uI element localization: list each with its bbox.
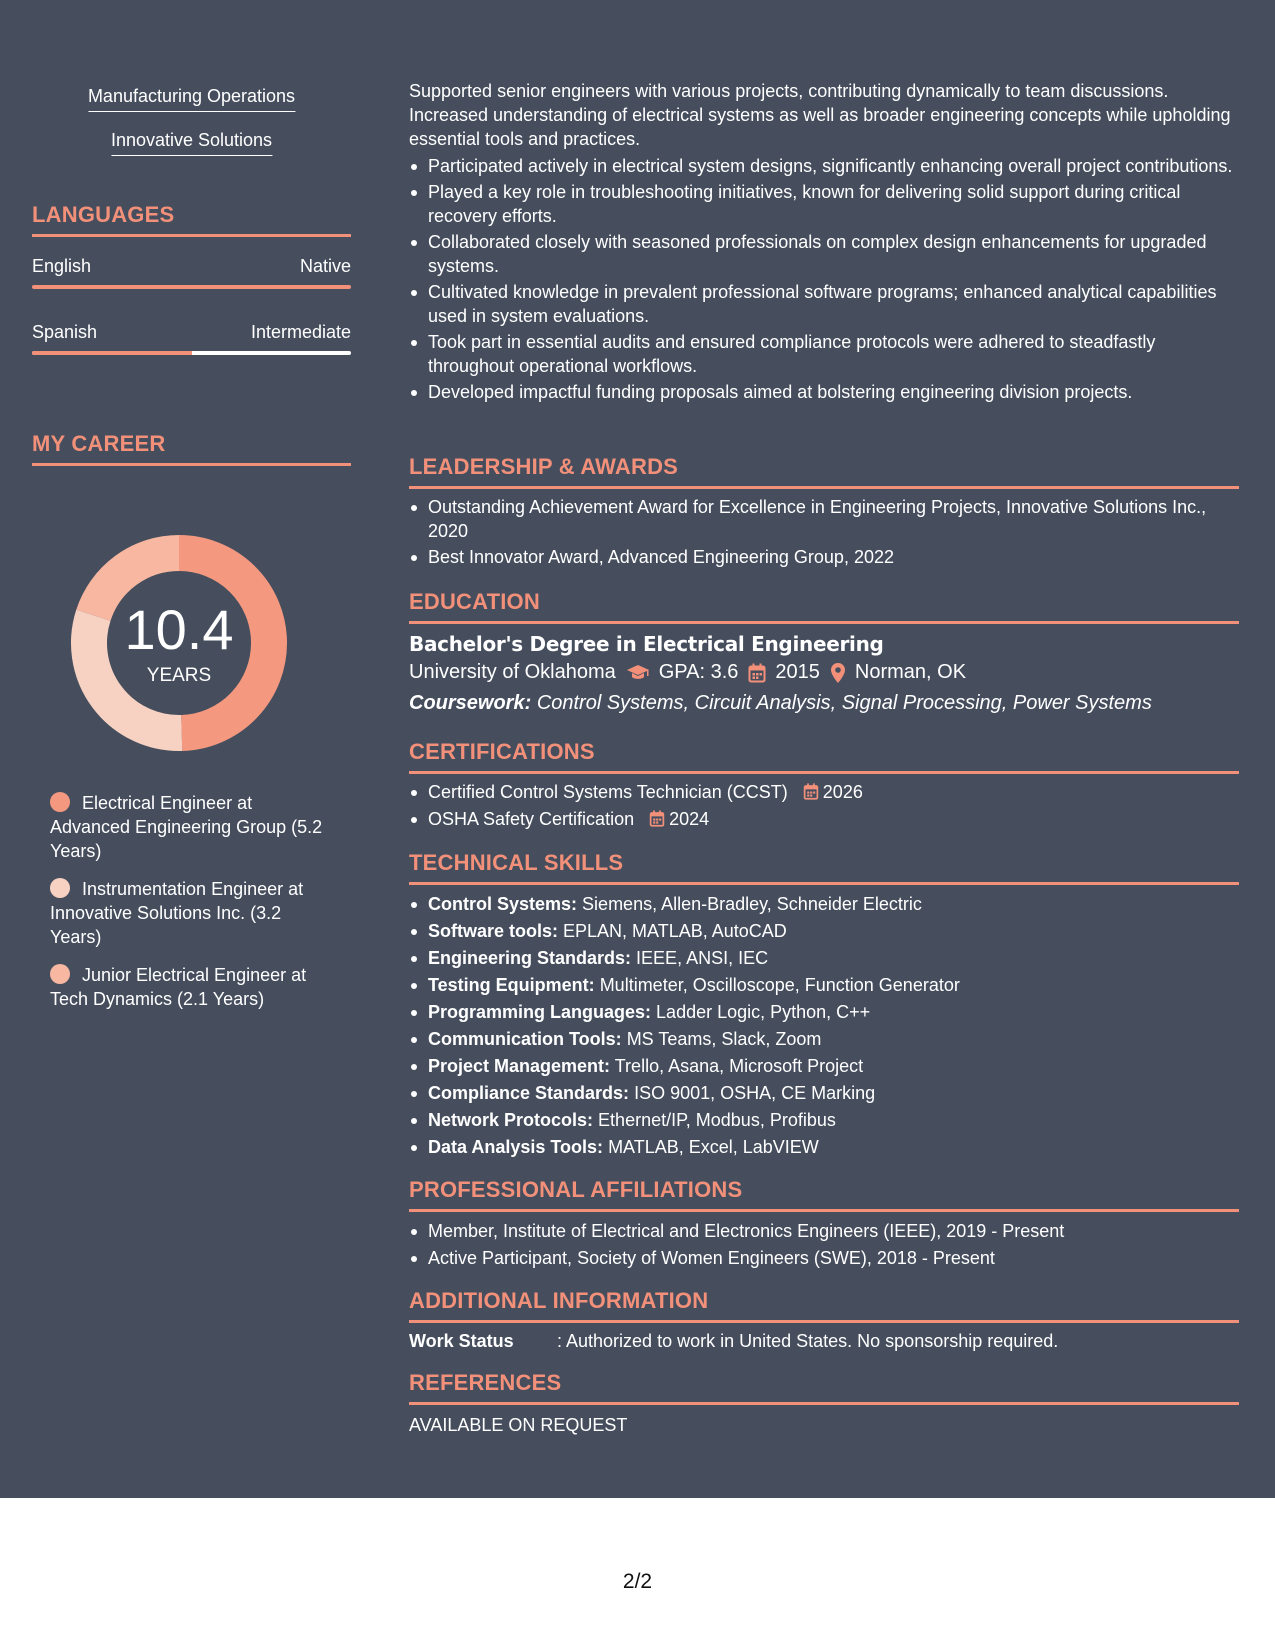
list-item: Active Participant, Society of Women Engineers (SWE), 2018 - Present <box>409 1246 1239 1270</box>
list-item <box>409 892 1239 916</box>
career-item <box>50 963 330 1011</box>
career-total-years: 10.4 <box>124 598 234 661</box>
career-legend-dot <box>50 792 70 812</box>
skill-value: Trello, Asana, Microsoft Project <box>614 1056 864 1076</box>
skill-label: Testing Equipment: <box>428 975 595 995</box>
skill-value: Ethernet/IP, Modbus, Profibus <box>598 1110 836 1130</box>
career-legend-dot <box>50 878 70 898</box>
skills-heading: TECHNICAL SKILLS <box>409 850 1239 885</box>
certifications-list <box>409 780 1239 834</box>
references-text: AVAILABLE ON REQUEST <box>409 1415 628 1435</box>
list-item <box>409 1081 1239 1105</box>
awards-heading: LEADERSHIP & AWARDS <box>409 454 1239 489</box>
references-heading: REFERENCES <box>409 1370 1239 1405</box>
coursework-label: Coursework: <box>409 692 532 714</box>
language-spanish-bar <box>32 351 351 355</box>
certifications-heading: CERTIFICATIONS <box>409 739 1239 774</box>
list-item <box>409 1027 1239 1051</box>
list-item <box>409 1000 1239 1024</box>
skill-value: Ladder Logic, Python, C++ <box>656 1002 871 1022</box>
list-item: Member, Institute of Electrical and Electronics Engineers (IEEE), 2019 - Present <box>409 1219 1239 1243</box>
list-item: Best Innovator Award, Advanced Engineering Group, 2022 <box>409 545 1239 569</box>
education-year: 2015 <box>775 661 820 683</box>
list-item <box>409 807 1239 831</box>
coursework-value: Control Systems, Circuit Analysis, Signal Processing, Power Systems <box>536 692 1152 714</box>
skill-value: MS Teams, Slack, Zoom <box>626 1029 822 1049</box>
skills-list <box>409 892 1239 1162</box>
calendar-icon <box>803 783 819 800</box>
language-english-bar-fill <box>32 285 351 289</box>
experience-summary: Supported senior engineers with various projects, contributing dynamically to team discussions. Increased understanding of electrical systems as well as broader engineering concepts while upholding essential tools and practices. <box>409 81 1231 149</box>
list-item <box>409 1135 1239 1159</box>
certification-year: 2024 <box>669 809 710 829</box>
language-english <box>32 256 351 277</box>
skill-value: IEEE, ANSI, IEC <box>636 948 769 968</box>
certification-name: Certified Control Systems Technician (CCST) <box>428 782 788 802</box>
list-item <box>409 1054 1239 1078</box>
skill-label: Compliance Standards: <box>428 1083 630 1103</box>
list-item: Played a key role in troubleshooting initiatives, known for delivering solid support during critical recovery efforts. <box>409 180 1239 228</box>
skill-value: MATLAB, Excel, LabVIEW <box>608 1137 819 1157</box>
list-item <box>409 946 1239 970</box>
list-item: Collaborated closely with seasoned professionals on complex design enhancements for upgraded systems. <box>409 230 1239 278</box>
list-item: Outstanding Achievement Award for Excellence in Engineering Projects, Innovative Solutions Inc., 2020 <box>409 495 1239 543</box>
list-item <box>409 919 1239 943</box>
language-english-bar <box>32 285 351 289</box>
career-item-label: Instrumentation Engineer at Innovative Solutions Inc. (3.2 Years) <box>50 879 304 947</box>
tag-manufacturing-operations[interactable]: Manufacturing Operations <box>88 86 295 112</box>
skill-label: Communication Tools: <box>428 1029 622 1049</box>
list-item: Cultivated knowledge in prevalent professional software programs; enhanced analytical capabilities used in system evaluations. <box>409 280 1239 328</box>
career-legend-dot <box>50 964 70 984</box>
education-coursework <box>409 692 1152 715</box>
languages-heading: LANGUAGES <box>32 202 351 237</box>
affiliations-list <box>409 1219 1239 1273</box>
education-degree: Bachelor's Degree in Electrical Engineering <box>409 632 884 656</box>
list-item: Took part in essential audits and ensured compliance protocols were adhered to steadfastly throughout operational workflows. <box>409 330 1239 378</box>
graduation-cap-icon <box>626 664 650 682</box>
skill-label: Programming Languages: <box>428 1002 652 1022</box>
language-name: English <box>32 256 92 276</box>
affiliations-heading: PROFESSIONAL AFFILIATIONS <box>409 1177 1239 1212</box>
work-status-value: : Authorized to work in United States. No sponsorship required. <box>557 1331 1059 1351</box>
page-number: 2/2 <box>622 1570 653 1593</box>
skill-value: Siemens, Allen-Bradley, Schneider Electric <box>582 894 922 914</box>
language-spanish-bar-fill <box>32 351 192 355</box>
skill-label: Data Analysis Tools: <box>428 1137 604 1157</box>
list-item: Developed impactful funding proposals aimed at bolstering engineering division projects. <box>409 380 1239 404</box>
language-level: Intermediate <box>250 322 351 342</box>
awards-list <box>409 495 1239 571</box>
education-gpa: GPA: 3.6 <box>658 661 739 683</box>
map-pin-icon <box>830 662 846 684</box>
education-location: Norman, OK <box>854 661 967 683</box>
career-item-label: Electrical Engineer at Advanced Engineering Group (5.2 Years) <box>50 793 323 861</box>
tag-innovative-solutions[interactable]: Innovative Solutions <box>111 130 272 156</box>
career-total-unit: YEARS <box>146 665 212 686</box>
skill-label: Engineering Standards: <box>428 948 632 968</box>
education-details <box>409 661 966 684</box>
skill-value: Multimeter, Oscilloscope, Function Generator <box>599 975 960 995</box>
calendar-icon <box>748 663 766 683</box>
skill-label: Software tools: <box>428 921 559 941</box>
education-heading: EDUCATION <box>409 589 1239 624</box>
skill-label: Control Systems: <box>428 894 578 914</box>
experience-bullets <box>409 154 1239 406</box>
career-item <box>50 877 330 949</box>
certification-name: OSHA Safety Certification <box>428 809 635 829</box>
career-heading: MY CAREER <box>32 431 351 466</box>
language-level: Native <box>299 256 351 276</box>
calendar-icon <box>649 810 665 827</box>
additional-info-heading: ADDITIONAL INFORMATION <box>409 1288 1239 1323</box>
list-item <box>409 973 1239 997</box>
list-item <box>409 1108 1239 1132</box>
language-name: Spanish <box>32 322 98 342</box>
list-item: Participated actively in electrical system designs, significantly enhancing overall project contributions. <box>409 154 1239 178</box>
career-item-label: Junior Electrical Engineer at Tech Dynamics (2.1 Years) <box>50 965 307 1009</box>
skill-value: ISO 9001, OSHA, CE Marking <box>634 1083 876 1103</box>
skill-label: Network Protocols: <box>428 1110 594 1130</box>
skill-label: Project Management: <box>428 1056 611 1076</box>
skill-value: EPLAN, MATLAB, AutoCAD <box>563 921 787 941</box>
language-spanish <box>32 322 351 343</box>
career-item <box>50 791 330 863</box>
work-status-row <box>409 1331 1058 1352</box>
certification-year: 2026 <box>822 782 863 802</box>
list-item <box>409 780 1239 804</box>
education-school: University of Oklahoma <box>409 661 616 683</box>
work-status-label: Work Status <box>409 1331 514 1351</box>
